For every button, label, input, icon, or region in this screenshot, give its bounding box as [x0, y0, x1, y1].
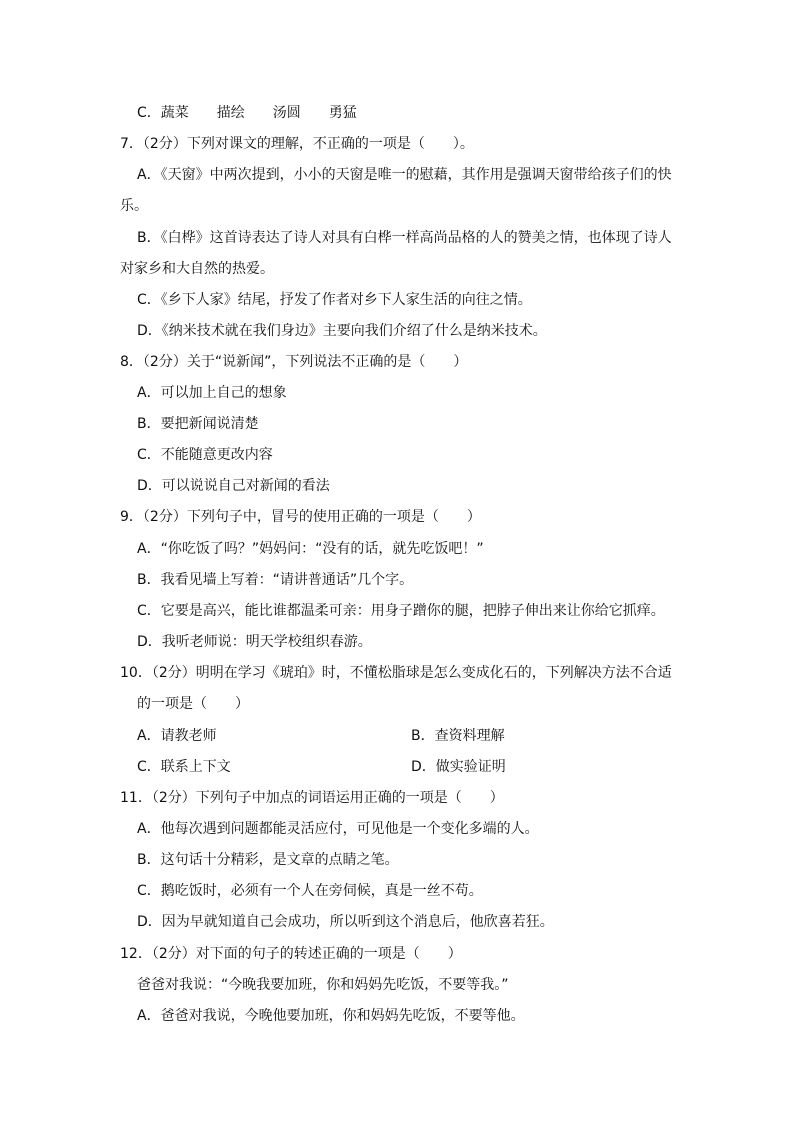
- q10-stem-line2: 的一项是（ ）: [137, 696, 249, 712]
- q11-stem: 11．（2分）下列句子中加点的词语运用正确的一项是（ ）: [120, 790, 504, 806]
- q9-option-a: A．“你吃饭了吗？”妈妈问：“没有的话，就先吃饭吧！”: [137, 541, 484, 557]
- q12-option-a: A．爸爸对我说，今晚他要加班，你和妈妈先吃饭，不要等他。: [137, 1008, 525, 1024]
- q8-option-d: D．可以说说自己对新闻的看法: [137, 478, 330, 494]
- q10-option-c: C．联系上下文: [137, 759, 231, 775]
- q8-stem: 8．（2分）关于“说新闻”，下列说法不正确的是（ ）: [120, 354, 468, 370]
- q7-stem: 7．（2分）下列对课文的理解，不正确的一项是（ ）。: [120, 136, 474, 152]
- q11-option-b: B．这句话十分精彩，是文章的点睛之笔。: [137, 852, 399, 868]
- q11-option-c: C．鹅吃饭时，必须有一个人在旁伺候，真是一丝不苟。: [137, 883, 483, 899]
- q8-option-c: C．不能随意更改内容: [137, 447, 273, 463]
- q11-option-a: A．他每次遇到问题都能灵活应付，可见他是一个变化多端的人。: [137, 821, 539, 837]
- q9-option-d: D．我听老师说：明天学校组织春游。: [137, 634, 372, 650]
- q7-option-b-line1: B．《白桦》这首诗表达了诗人对具有白桦一样高尚品格的人的赞美之情，也体现了诗人: [137, 230, 672, 246]
- q6-option-c-word-2: 描绘: [216, 105, 245, 121]
- q10-stem-line1: 10．（2分）明明在学习《琥珀》时，不懂松脂球是怎么变成化石的，下列解决方法不合适: [120, 665, 672, 681]
- q6-option-c: [137, 103, 357, 123]
- q6-option-c-word-3: 汤圆: [272, 105, 301, 121]
- q7-option-d: D．《纳米技术就在我们身边》主要向我们介绍了什么是纳米技术。: [137, 323, 547, 339]
- q9-option-c: C．它要是高兴，能比谁都温柔可亲：用身子蹭你的腿，把脖子伸出来让你给它抓痒。: [137, 603, 665, 619]
- q7-option-a-line2: 乐。: [120, 198, 148, 214]
- q12-sentence: 爸爸对我说：“今晚我要加班，你和妈妈先吃饭，不要等我。”: [137, 977, 509, 993]
- q7-option-c: C．《乡下人家》结尾，抒发了作者对乡下人家生活的向往之情。: [137, 292, 532, 308]
- q6-option-c-letter: C．: [137, 105, 161, 121]
- q10-option-b: B．查资料理解: [411, 728, 505, 744]
- q8-option-a: A．可以加上自己的想象: [137, 385, 287, 401]
- q12-stem: 12．（2分）对下面的句子的转述正确的一项是（ ）: [120, 946, 462, 962]
- q7-option-a-line1: A．《天窗》中两次提到，小小的天窗是唯一的慰藉，其作用是强调天窗带给孩子们的快: [137, 167, 672, 183]
- q8-option-b: B．要把新闻说清楚: [137, 416, 259, 432]
- q7-option-b-line2: 对家乡和大自然的热爱。: [120, 261, 274, 277]
- q6-option-c-word-1: 蔬菜: [160, 105, 189, 121]
- q11-option-d: D．因为早就知道自己会成功，所以听到这个消息后，他欣喜若狂。: [137, 914, 554, 930]
- q9-stem: 9．（2分）下列句子中，冒号的使用正确的一项是（ ）: [120, 509, 481, 525]
- q10-option-d: D．做实验证明: [411, 759, 506, 775]
- q6-option-c-word-4: 勇猛: [328, 105, 357, 121]
- q10-option-a: A．请教老师: [137, 728, 217, 744]
- q9-option-b: B．我看见墙上写着：“请讲普通话”几个字。: [137, 572, 414, 588]
